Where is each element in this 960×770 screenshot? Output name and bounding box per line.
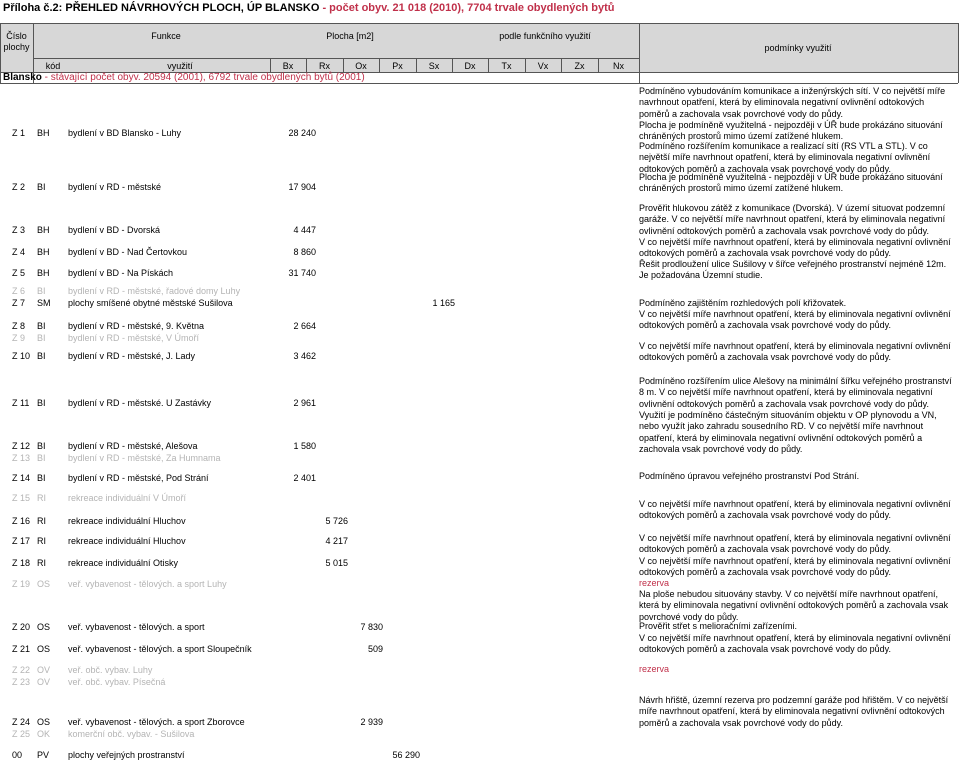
row-kod: BH <box>37 128 50 138</box>
header-code-ox: Ox <box>355 61 367 71</box>
row-vyuziti: veř. obč. vybav. Luhy <box>68 665 153 675</box>
row-kod: BI <box>37 398 46 408</box>
podminky-text: V co největší míře navrhnout opatření, která by eliminovala negativní ovlivnění odtokových poměrů a zachovala vsak povrchové vody do půdy. <box>639 341 951 363</box>
row-vyuziti: bydlení v RD - městské, V Úmoří <box>68 333 200 343</box>
row-kod: BI <box>37 182 46 192</box>
row-vyuziti: bydlení v RD - městské, Alešova <box>68 441 198 451</box>
header-code-sx: Sx <box>428 61 440 71</box>
row-id: Z 12 <box>12 441 31 451</box>
row-kod: RI <box>37 558 46 568</box>
row-vyuziti: veř. vybavenost - tělových. a sport Zborovce <box>68 717 245 727</box>
table-row <box>0 643 639 655</box>
row-id: Z 22 <box>12 665 31 675</box>
podminky-text: Návrh hřiště, územní rezerva pro podzemní garáže pod hřištěm. V co největší míře navrhnout opatření, která by eliminovala negativní ovlivnění odtokových poměrů a zachovala vsak povrchové vody do půdy. <box>639 695 949 728</box>
header-cislo: Číslo <box>6 31 27 41</box>
row-id: Z 13 <box>12 453 31 463</box>
table-row <box>0 676 639 688</box>
row-area: 31 740 <box>288 268 316 278</box>
table-row <box>0 621 639 633</box>
header-podminky: podmínky využití <box>764 43 832 53</box>
row-kod: BI <box>37 351 46 361</box>
row-id: Z 14 <box>12 473 31 483</box>
row-id: Z 11 <box>12 398 30 408</box>
podminky-text: Prověřit hlukovou zátěž z komunikace (Dvorská). V území situovat podzemní garáže. V co největší míře navrhnout opatření, která by eliminovala negativní ovlivnění odtokových poměrů a zachovala vsak povrchové vody do půdy. <box>639 203 946 236</box>
row-id: Z 18 <box>12 558 31 568</box>
row-id: Z 17 <box>12 536 31 546</box>
row-id: Z 2 <box>12 182 26 192</box>
header-plocha: Plocha [m2] <box>326 31 374 41</box>
header-funkce: Funkce <box>151 31 181 41</box>
row-vyuziti: rekreace individuální Otisky <box>68 558 179 568</box>
table-row <box>0 716 639 728</box>
podminky-text: rezerva <box>639 664 670 674</box>
header-code-nx: Nx <box>613 61 624 71</box>
table-row <box>0 397 639 409</box>
row-area: 2 939 <box>360 717 383 727</box>
row-area: 56 290 <box>392 750 420 760</box>
table-row <box>0 320 639 332</box>
row-vyuziti: bydlení v BD - Dvorská <box>68 225 161 235</box>
row-vyuziti: bydlení v RD - městské <box>68 182 162 192</box>
table-row <box>0 515 639 527</box>
podminky-text: Plocha je podmíněně využitelná - nejpozději v ÚŘ bude prokázáno situování chráněných prostorů mimo území zatížené hlukem. <box>639 120 943 142</box>
grid-vline <box>639 23 640 83</box>
podminky-text: V co největší míře navrhnout opatření, která by eliminovala negativní ovlivnění odtokových poměrů a zachovala vsak povrchové vody do půdy. <box>639 237 951 259</box>
table-row <box>0 492 639 504</box>
grid-vline <box>958 23 959 83</box>
row-vyuziti: bydlení v RD - městské. U Zastávky <box>68 398 212 408</box>
row-vyuziti: bydlení v BD Blansko - Luhy <box>68 128 182 138</box>
row-area: 2 401 <box>293 473 316 483</box>
table-row <box>0 181 639 193</box>
row-area: 509 <box>367 644 383 654</box>
row-id: Z 21 <box>12 644 31 654</box>
row-area: 17 904 <box>288 182 316 192</box>
row-kod: SM <box>37 298 51 308</box>
row-id: 00 <box>12 750 23 760</box>
table-row <box>0 440 639 452</box>
podminky-text: Na ploše nebudou situovány stavby. V co největší míře navrhnout opatření, která by eliminovala negativní ovlivnění odtokových poměrů a zachovala vsak povrchové vody do půdy. <box>639 589 949 622</box>
row-area: 7 830 <box>360 622 383 632</box>
row-kod: OV <box>37 677 51 687</box>
row-vyuziti: bydlení v BD - Na Pískách <box>68 268 174 278</box>
header-code-rx: Rx <box>319 61 330 71</box>
row-kod: BH <box>37 268 50 278</box>
row-area: 8 860 <box>293 247 316 257</box>
row-kod: BH <box>37 247 50 257</box>
row-kod: OV <box>37 665 51 675</box>
row-area: 4 447 <box>293 225 316 235</box>
podminky-text: Řešit prodloužení ulice Sušilovy v šířce veřejného prostranství nejméně 12m. Je požadována Územní studie. <box>639 259 947 281</box>
table-row <box>0 749 639 761</box>
row-id: Z 1 <box>12 128 26 138</box>
row-vyuziti: bydlení v RD - městské, Pod Strání <box>68 473 209 483</box>
podminky-text: Podmíněno úpravou veřejného prostranství Pod Strání. <box>639 471 860 481</box>
title-prefix: Příloha č.2: PŘEHLED NÁVRHOVÝCH PLOCH, ÚP BLANSKO <box>3 2 320 14</box>
row-kod: OS <box>37 579 51 589</box>
row-vyuziti: bydlení v RD - městské, J. Lady <box>68 351 196 361</box>
grid-hline <box>0 23 958 24</box>
row-kod: OS <box>37 622 51 632</box>
row-kod: OK <box>37 729 51 739</box>
header-podle: podle funkčního využití <box>499 31 591 41</box>
row-id: Z 24 <box>12 717 31 727</box>
row-vyuziti: rekreace individuální V Úmoří <box>68 493 187 503</box>
row-kod: PV <box>37 750 50 760</box>
row-id: Z 20 <box>12 622 31 632</box>
podminky-text: V co největší míře navrhnout opatření, která by eliminovala negativní ovlivnění odtokových poměrů a zachovala vsak povrchové vody do půdy. <box>639 633 951 655</box>
row-kod: BI <box>37 321 46 331</box>
table-row <box>0 297 639 309</box>
row-id: Z 15 <box>12 493 31 503</box>
row-id: Z 9 <box>12 333 26 343</box>
row-area: 5 726 <box>325 516 348 526</box>
row-id: Z 6 <box>12 286 26 296</box>
row-vyuziti: veř. vybavenost - tělových. a sport <box>68 622 205 632</box>
podminky-text: Využití je podmíněno částečným situováním objektu v OP plynovodu a VN, nebo využít jako zahradu sousedního RD. V co největší míře navrhnout opatření, která by eliminovala negativní ovlivnění odtokových poměrů a zachovala vsak povrchové vody do půdy. <box>639 410 937 455</box>
podminky-text: Podmíněno vybudováním komunikace a inženýrských sítí. V co největší míře navrhnout opatření, která by eliminovala negativní ovlivnění odtokových poměrů a zachovala vsak povrchové vody do půdy. <box>639 86 946 119</box>
row-vyuziti: bydlení v RD - městské, řadové domy Luhy <box>68 286 241 296</box>
table-row <box>0 452 639 464</box>
row-vyuziti: veř. vybavenost - tělových. a sport Sloupečník <box>68 644 252 654</box>
row-id: Z 19 <box>12 579 31 589</box>
podminky-text: V co největší míře navrhnout opatření, která by eliminovala negativní ovlivnění odtokových poměrů a zachovala vsak povrchové vody do půdy. <box>639 533 951 555</box>
podminky-text: V co největší míře navrhnout opatření, která by eliminovala negativní ovlivnění odtokových poměrů a zachovala vsak povrchové vody do půdy. <box>639 309 951 331</box>
row-kod: BI <box>37 473 46 483</box>
row-vyuziti: bydlení v RD - městské, Za Humnama <box>68 453 221 463</box>
header-plochy: plochy <box>3 42 30 52</box>
row-kod: BI <box>37 286 46 296</box>
row-kod: RI <box>37 493 46 503</box>
table-row <box>0 267 639 279</box>
header-code-px: Px <box>392 61 403 71</box>
row-kod: BH <box>37 225 50 235</box>
header-code-zx: Zx <box>574 61 585 71</box>
podminky-text: V co největší míře navrhnout opatření, která by eliminovala negativní ovlivnění odtokových poměrů a zachovala vsak povrchové vody do půdy. <box>639 499 951 521</box>
header-vyuziti: využití <box>167 61 193 71</box>
row-kod: BI <box>37 453 46 463</box>
table-row <box>0 285 639 297</box>
row-vyuziti: veř. obč. vybav. Písečná <box>68 677 166 687</box>
row-id: Z 7 <box>12 298 26 308</box>
table-row <box>0 246 639 258</box>
row-kod: OS <box>37 644 51 654</box>
podminky-text: Prověřit střet s melioračními zařízeními. <box>639 621 798 631</box>
podminky-text: rezerva <box>639 578 670 588</box>
table-row <box>0 350 639 362</box>
row-area: 2 664 <box>293 321 316 331</box>
podminky-text: Podmíněno rozšířením ulice Alešovy na minimální šířku veřejného prostranství 8 m. V co největší míře navrhnout opatření, která by eliminovala negativní ovlivnění odtokových poměrů a zachovala vsak povrchové vody do půdy. <box>639 376 952 409</box>
row-area: 1 580 <box>293 441 316 451</box>
table-row <box>0 728 639 740</box>
table-row <box>0 557 639 569</box>
podminky-text: V co největší míře navrhnout opatření, která by eliminovala negativní ovlivnění odtokových poměrů a zachovala vsak povrchové vody do půdy. <box>639 556 951 578</box>
row-area: 3 462 <box>293 351 316 361</box>
row-vyuziti: rekreace individuální Hluchov <box>68 536 186 546</box>
row-kod: RI <box>37 536 46 546</box>
grid-vline <box>639 58 640 72</box>
header-code-vx: Vx <box>537 61 549 71</box>
row-id: Z 4 <box>12 247 26 257</box>
table-row <box>0 472 639 484</box>
header-code-bx: Bx <box>282 61 294 71</box>
section-heading <box>3 72 365 83</box>
grid-hline <box>0 83 958 84</box>
section-name: Blansko <box>3 72 42 83</box>
row-kod: OS <box>37 717 51 727</box>
row-vyuziti: bydlení v RD - městské, 9. Května <box>68 321 205 331</box>
row-id: Z 3 <box>12 225 26 235</box>
grid-hline <box>33 58 639 59</box>
row-id: Z 8 <box>12 321 26 331</box>
header-code-tx: Tx <box>501 61 512 71</box>
section-subtitle: - stávající počet obyv. 20594 (2001), 6792 trvale obydlených bytů (2001) <box>41 72 365 83</box>
row-vyuziti: bydlení v BD - Nad Čertovkou <box>68 247 188 257</box>
row-id: Z 10 <box>12 351 31 361</box>
row-id: Z 5 <box>12 268 26 278</box>
row-vyuziti: rekreace individuální Hluchov <box>68 516 186 526</box>
row-area: 2 961 <box>293 398 316 408</box>
header-code-dx: Dx <box>464 61 476 71</box>
row-kod: BI <box>37 441 46 451</box>
header-kod: kód <box>45 61 61 71</box>
row-vyuziti: veř. vybavenost - tělových. a sport Luhy <box>68 579 227 589</box>
table-row <box>0 332 639 344</box>
podminky-text: Podmíněno rozšířením komunikace a realizací sítí (RS VTL a STL). V co největší míře navrhnout opatření, která by eliminovala negativní ovlivnění odtokových poměrů a zachovala vsak povrchové vody do půdy. <box>639 141 931 174</box>
row-id: Z 16 <box>12 516 31 526</box>
row-area: 5 015 <box>325 558 348 568</box>
row-area: 4 217 <box>325 536 348 546</box>
row-kod: BI <box>37 333 46 343</box>
row-area: 28 240 <box>288 128 316 138</box>
podminky-text: Plocha je podmíněně využitelná - nejpozději v ÚŘ bude prokázáno situování chráněných prostorů mimo území zatížené hlukem. <box>639 172 943 194</box>
podminky-text: Podmíněno zajištěním rozhledových polí křižovatek. <box>639 298 847 308</box>
table-row <box>0 127 639 139</box>
row-id: Z 25 <box>12 729 31 739</box>
row-vyuziti: komerční obč. vybav. - Sušilova <box>68 729 195 739</box>
document-title <box>3 2 615 14</box>
table-row <box>0 578 639 590</box>
row-vyuziti: plochy smíšené obytné městské Sušilova <box>68 298 233 308</box>
table-row <box>0 535 639 547</box>
row-kod: RI <box>37 516 46 526</box>
row-vyuziti: plochy veřejných prostranství <box>68 750 185 760</box>
table-row <box>0 224 639 236</box>
title-suffix: - počet obyv. 21 018 (2010), 7704 trvale obydlených bytů <box>319 2 615 14</box>
row-id: Z 23 <box>12 677 31 687</box>
row-area: 1 165 <box>432 298 455 308</box>
table-row <box>0 664 639 676</box>
